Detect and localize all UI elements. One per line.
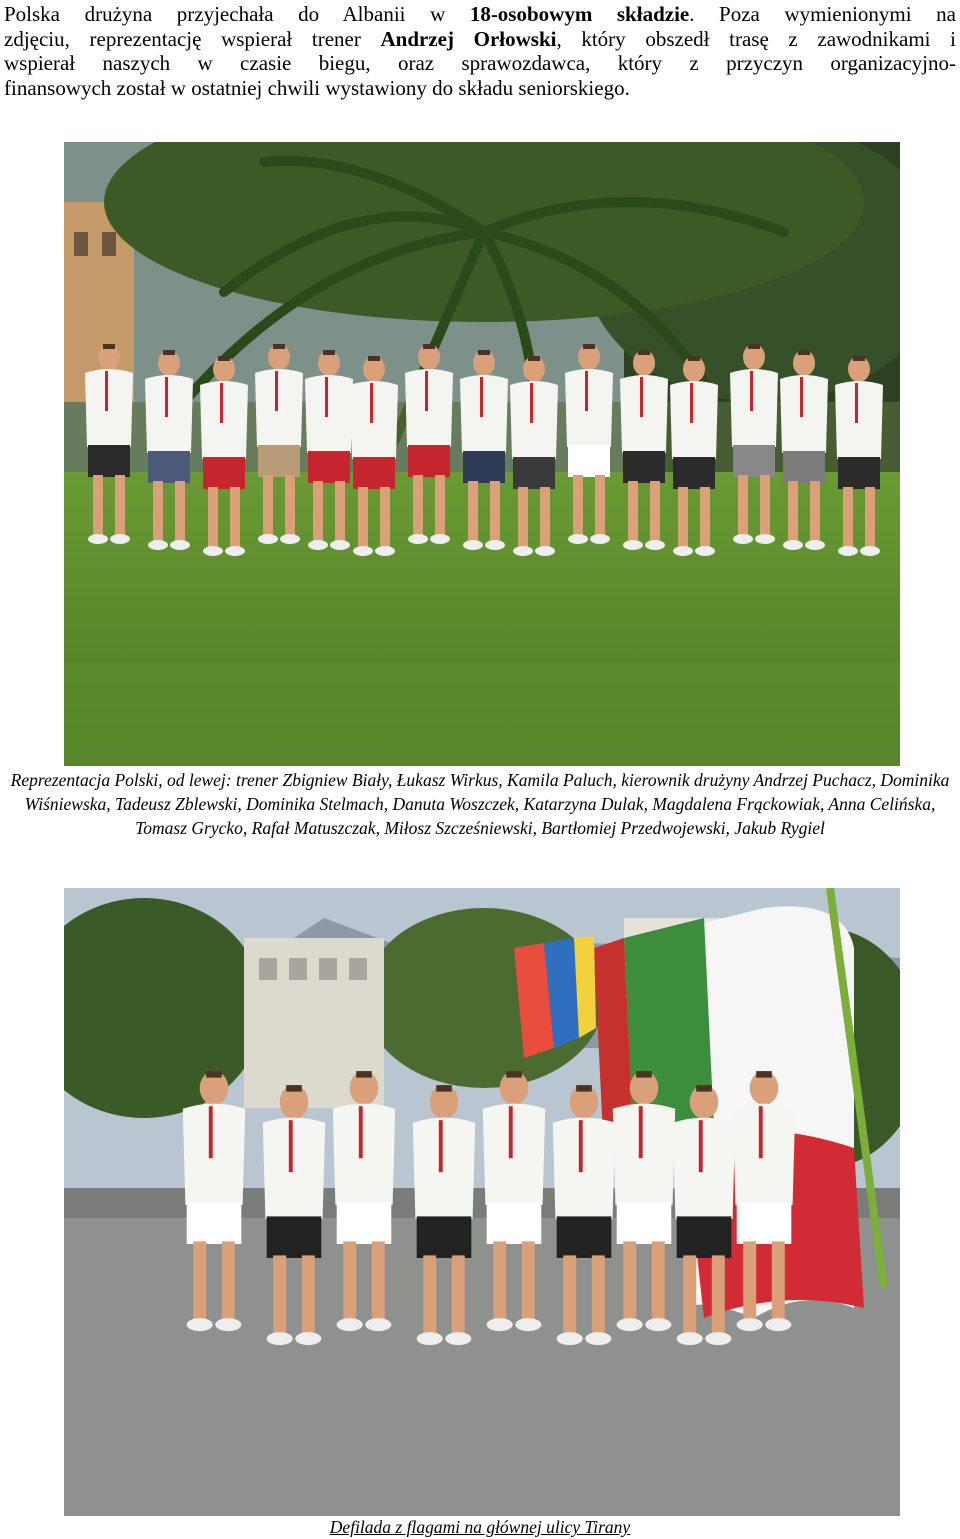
intro-text: . Poza wymienionymi na: [689, 2, 956, 26]
intro-emphasis: Andrzej Orłowski: [380, 26, 557, 51]
intro-text: wspierał naszych w czasie biegu, oraz sprawozdawca, który z przyczyn organizacyjno-: [4, 51, 956, 75]
intro-text: , który obszedł trasę z zawodnikami i: [556, 26, 956, 51]
team-group-photo: [64, 142, 900, 766]
intro-paragraph: [4, 2, 956, 100]
intro-line: [4, 51, 956, 76]
intro-text: zdjęciu, reprezentację wspierał trener: [4, 26, 381, 51]
intro-line: [4, 27, 956, 52]
parade-photo-illustration: [64, 888, 900, 1516]
intro-emphasis: 18-osobowym składzie: [469, 2, 690, 26]
intro-text: finansowych został w ostatniej chwili wystawiony do składu seniorskiego.: [4, 75, 630, 100]
intro-line: [4, 76, 956, 101]
photo-caption-parade: Defilada z flagami na głównej ulicy Tirany: [329, 1517, 631, 1537]
intro-text: Polska drużyna przyjechała do Albanii w: [4, 2, 470, 26]
parade-photo: [64, 888, 900, 1516]
intro-line: [4, 2, 956, 27]
team-group-photo-illustration: [64, 142, 900, 766]
photo-caption-team: Reprezentacja Polski, od lewej: trener Zbigniew Biały, Łukasz Wirkus, Kamila Paluch, kierownik drużyny Andrzej Puchacz, Dominika Wiśniewska, Tadeusz Zblewski, Dominika Stelmach, Danuta Woszczek, Katarzyna Dulak, Magdalena Frąckowiak, Anna Celińska, Tomasz Grycko, Rafał Matuszczak, Miłosz Szcześniewski, Bartłomiej Przedwojewski, Jakub Rygiel: [10, 770, 950, 838]
